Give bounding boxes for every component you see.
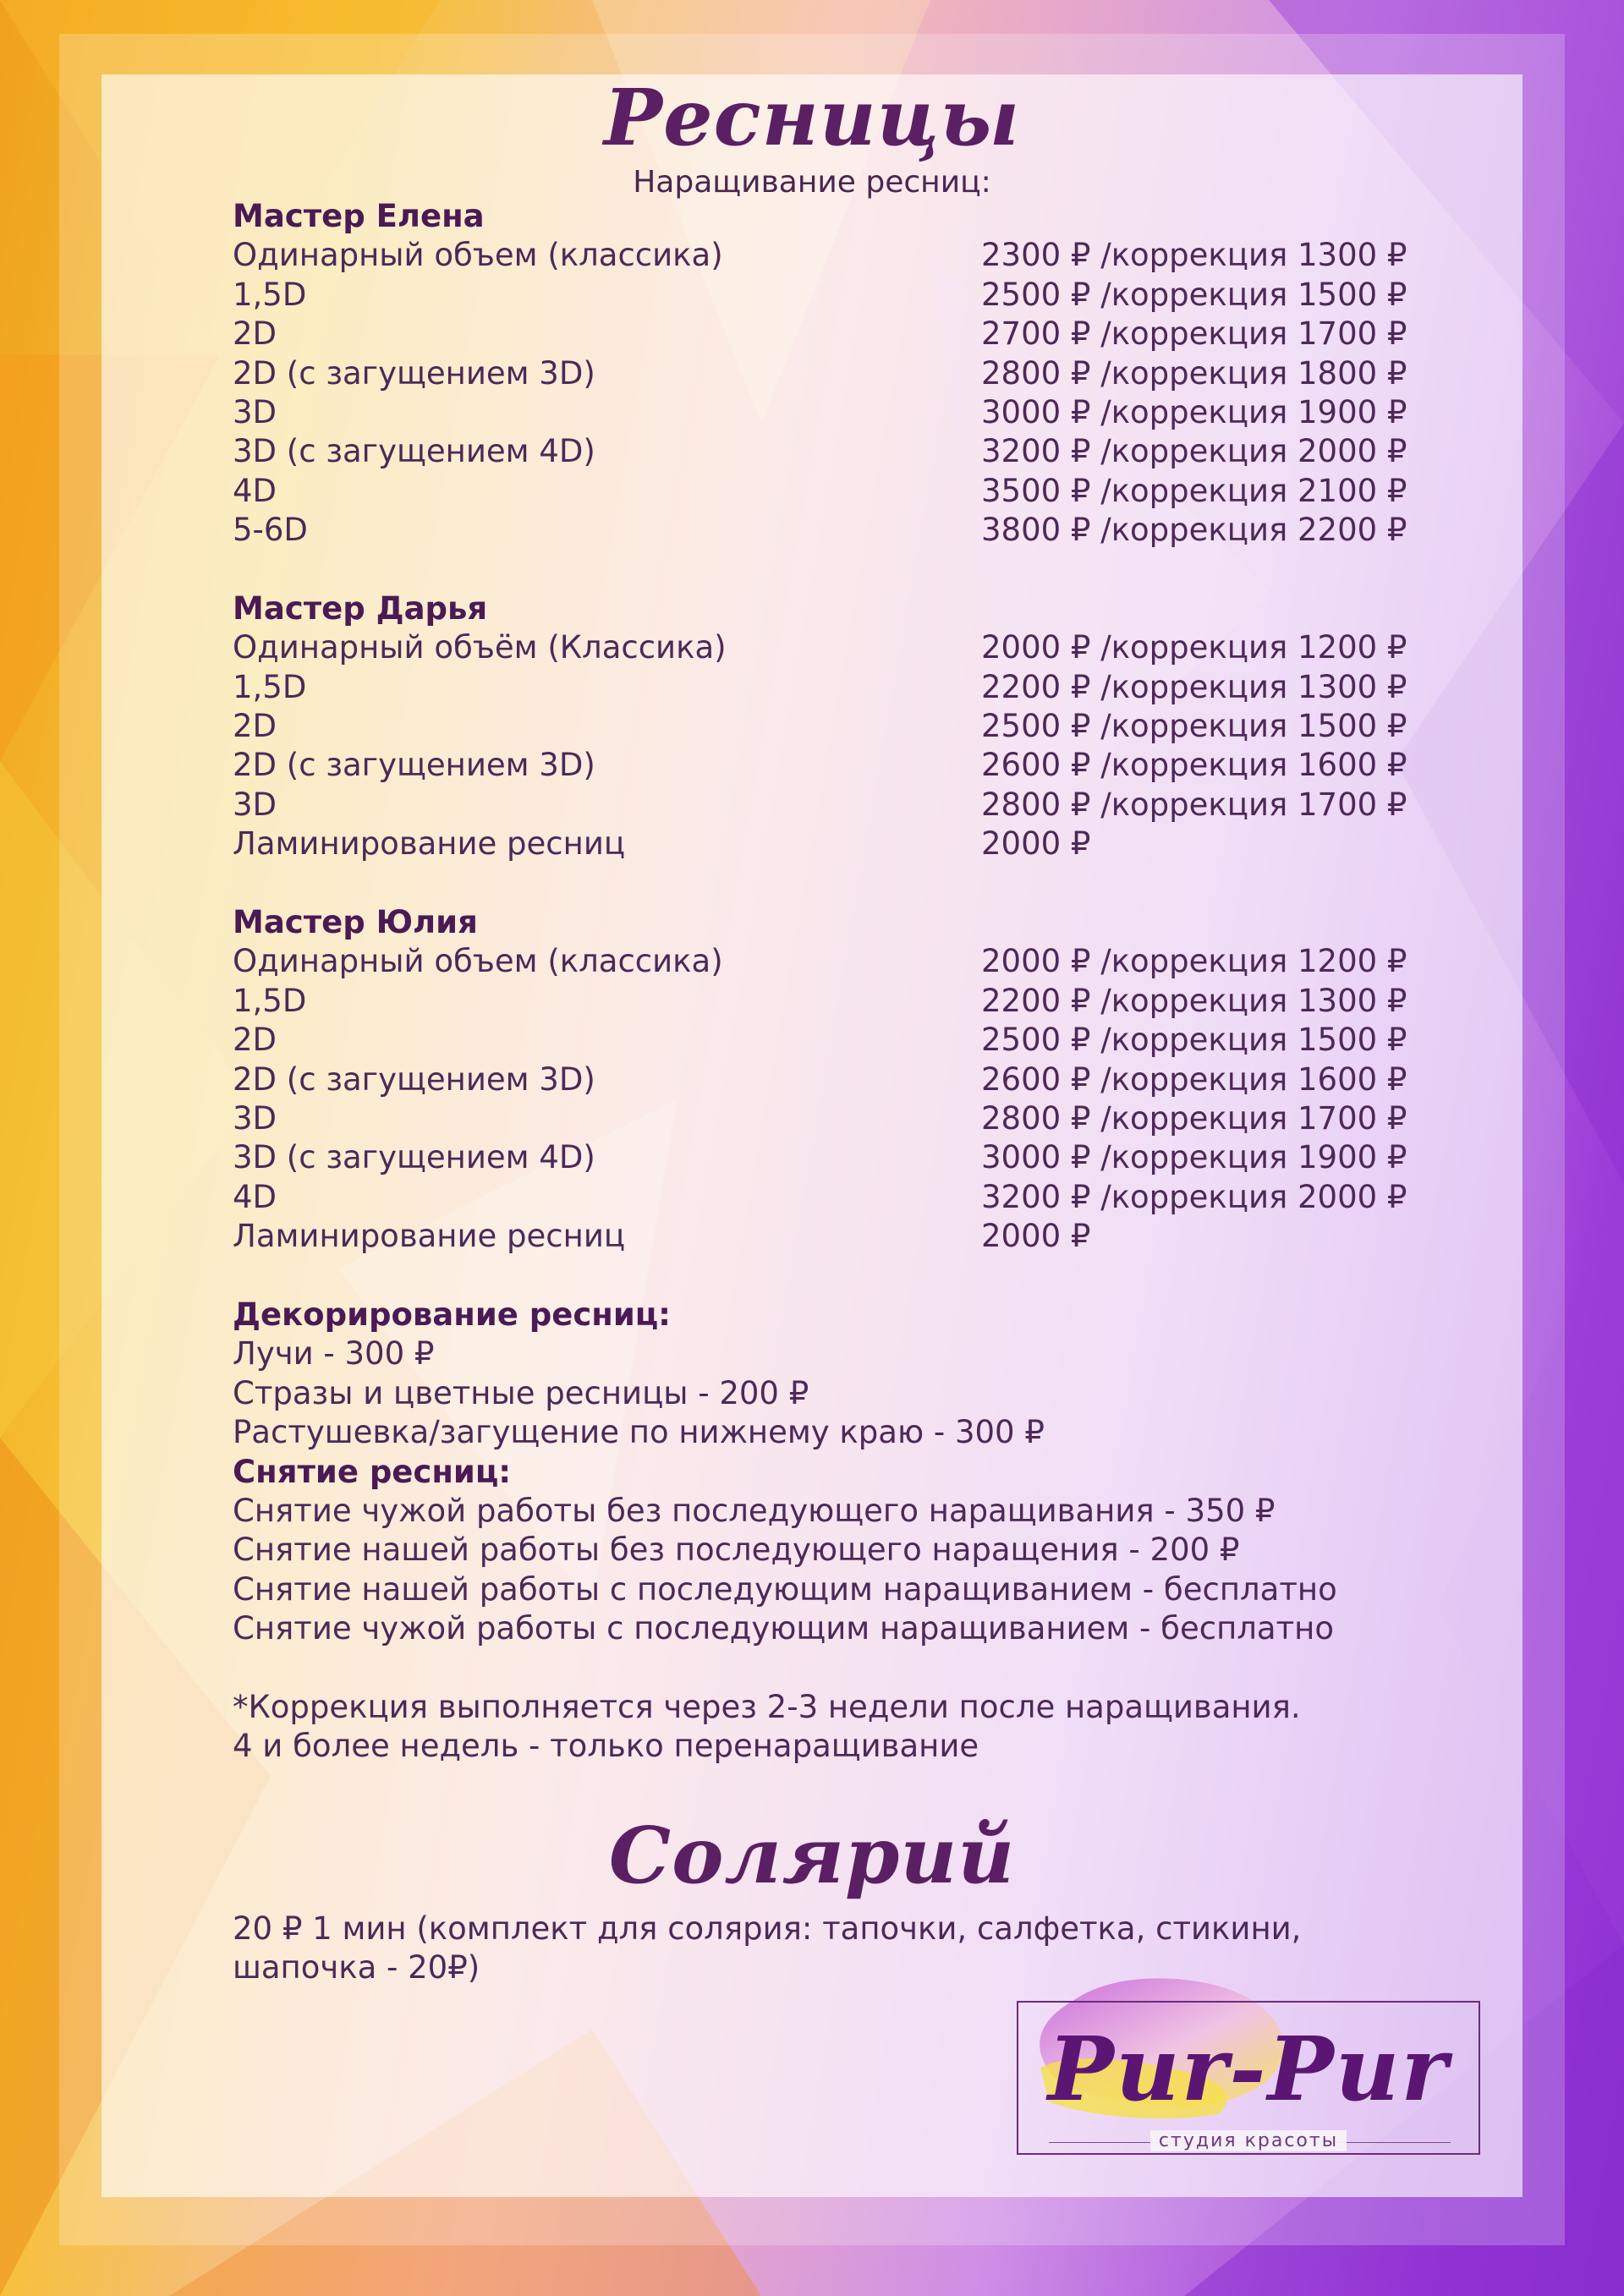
service-name: 4D — [233, 472, 277, 509]
service-price: 2800 ₽ /коррекция 1800 ₽ — [981, 354, 1407, 392]
master-heading: Мастер Елена — [233, 198, 485, 234]
decoration-item: Стразы и цветные ресницы - 200 ₽ — [233, 1374, 809, 1411]
service-name: 2D (с загущением 3D) — [233, 354, 595, 392]
service-name: Ламинирование ресниц — [233, 825, 626, 863]
service-price: 2000 ₽ — [981, 1218, 1091, 1255]
service-price: 2200 ₽ /коррекция 1300 ₽ — [981, 668, 1407, 705]
price-row — [233, 393, 1459, 432]
removal-item: Снятие чужой работы с последующим наращиванием - бесплатно — [233, 1610, 1334, 1647]
service-price: 3200 ₽ /коррекция 2000 ₽ — [981, 1178, 1407, 1215]
service-price: 2600 ₽ /коррекция 1600 ₽ — [981, 747, 1407, 784]
removal-heading: Снятие ресниц: — [233, 1453, 512, 1490]
service-name: 1,5D — [233, 276, 307, 313]
removal-item: Снятие нашей работы с последующим наращиванием - бесплатно — [233, 1570, 1337, 1608]
price-row — [233, 982, 1459, 1021]
note-line: *Коррекция выполняется через 2-3 недели после наращивания. — [233, 1688, 1301, 1725]
service-name: 1,5D — [233, 982, 307, 1019]
service-price: 2000 ₽ — [981, 825, 1091, 863]
price-row — [233, 276, 1459, 315]
service-name: 2D — [233, 1022, 277, 1059]
service-name: 2D — [233, 708, 277, 745]
price-row — [233, 315, 1459, 353]
service-name: 5-6D — [233, 512, 308, 549]
logo-tagline — [1017, 2130, 1480, 2151]
decoration-item: Растушевка/загущение по нижнему краю - 300 ₽ — [233, 1414, 1045, 1451]
price-row — [233, 1138, 1459, 1177]
page-subtitle: Наращивание ресниц: — [633, 165, 991, 200]
service-name: Ламинирование ресниц — [233, 1218, 626, 1255]
service-price: 3500 ₽ /коррекция 2100 ₽ — [981, 472, 1407, 509]
service-price: 2300 ₽ /коррекция 1300 ₽ — [981, 237, 1407, 274]
service-price: 2200 ₽ /коррекция 1300 ₽ — [981, 982, 1407, 1019]
service-name: 2D (с загущением 3D) — [233, 1060, 595, 1098]
removal-item: Снятие чужой работы без последующего наращивания - 350 ₽ — [233, 1492, 1276, 1529]
service-price: 2700 ₽ /коррекция 1700 ₽ — [981, 315, 1407, 353]
service-price: 2500 ₽ /коррекция 1500 ₽ — [981, 276, 1407, 313]
price-row — [233, 1217, 1459, 1256]
price-row — [233, 1099, 1459, 1138]
master-heading: Мастер Дарья — [233, 589, 488, 627]
service-price: 3000 ₽ /коррекция 1900 ₽ — [981, 1139, 1407, 1176]
price-row — [233, 786, 1459, 825]
service-price: 2000 ₽ /коррекция 1200 ₽ — [981, 629, 1407, 666]
master-heading: Мастер Юлия — [233, 904, 478, 941]
service-name: 4D — [233, 1178, 277, 1215]
price-row — [233, 432, 1459, 471]
price-row — [233, 628, 1459, 667]
service-price: 3800 ₽ /коррекция 2200 ₽ — [981, 512, 1407, 549]
price-row — [233, 707, 1459, 746]
price-row — [233, 668, 1459, 707]
removal-item: Снятие нашей работы без последующего наращения - 200 ₽ — [233, 1532, 1240, 1569]
price-row — [233, 746, 1459, 785]
price-row — [233, 1178, 1459, 1217]
price-list — [233, 197, 1459, 1767]
service-price: 2800 ₽ /коррекция 1700 ₽ — [981, 1099, 1407, 1137]
service-price: 3200 ₽ /коррекция 2000 ₽ — [981, 433, 1407, 470]
service-name: 3D — [233, 393, 277, 430]
logo-name: Pur-Pur — [1047, 2017, 1450, 2121]
note-line: 4 и более недель - только перенаращивание — [233, 1728, 979, 1765]
price-row — [233, 472, 1459, 511]
decoration-heading: Декорирование ресниц: — [233, 1296, 671, 1333]
page-title: Ресницы — [603, 72, 1021, 163]
service-name: Одинарный объем (классика) — [233, 237, 723, 274]
service-name: 1,5D — [233, 668, 307, 705]
service-name: 3D (с загущением 4D) — [233, 1139, 595, 1176]
service-price: 3000 ₽ /коррекция 1900 ₽ — [981, 393, 1407, 430]
price-row — [233, 1021, 1459, 1060]
service-price: 2600 ₽ /коррекция 1600 ₽ — [981, 1060, 1407, 1098]
service-price: 2500 ₽ /коррекция 1500 ₽ — [981, 1022, 1407, 1059]
service-name: 2D (с загущением 3D) — [233, 747, 595, 784]
service-price: 2000 ₽ /коррекция 1200 ₽ — [981, 943, 1407, 980]
price-row — [233, 236, 1459, 275]
service-price: 2500 ₽ /коррекция 1500 ₽ — [981, 708, 1407, 745]
service-name: 3D — [233, 786, 277, 823]
service-name: 2D — [233, 315, 277, 353]
price-row — [233, 1060, 1459, 1099]
solarium-text: 20 ₽ 1 мин (комплект для солярия: тапочки, салфетка, стикини, шапочка - 20₽) — [233, 1910, 1302, 1986]
price-row — [233, 354, 1459, 393]
price-row — [233, 942, 1459, 981]
price-row — [233, 825, 1459, 863]
service-name: 3D (с загущением 4D) — [233, 433, 595, 470]
logo-tagline-text: студия красоты — [1150, 2130, 1347, 2151]
decoration-item: Лучи - 300 ₽ — [233, 1335, 435, 1373]
service-name: 3D — [233, 1099, 277, 1137]
service-name: Одинарный объем (классика) — [233, 943, 723, 980]
solarium-title: Солярий — [608, 1810, 1016, 1901]
service-name: Одинарный объём (Классика) — [233, 629, 727, 666]
price-row — [233, 511, 1459, 550]
service-price: 2800 ₽ /коррекция 1700 ₽ — [981, 786, 1407, 823]
